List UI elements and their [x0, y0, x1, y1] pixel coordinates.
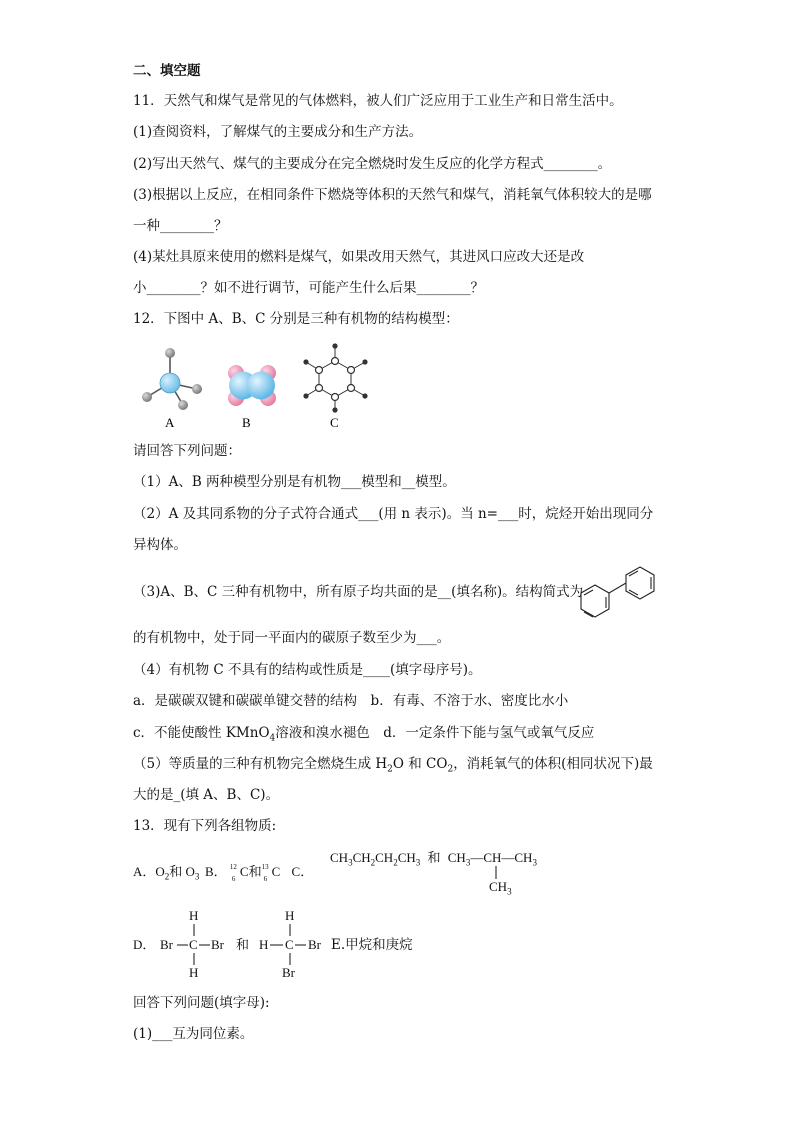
- q12-sub2-line1: （2）A 及其同系物的分子式符合通式___(用 n 表示)。当 n=___时，烷烃开始出现同分: [133, 506, 654, 522]
- q11-part1: (1)查阅资料，了解煤气的主要成分和生产方法。: [133, 124, 423, 140]
- d-struct2-br-bottom: Br: [282, 965, 295, 980]
- d-struct1-br-left: Br: [160, 937, 173, 952]
- model-c-label: C: [330, 415, 339, 430]
- bond: [177, 943, 189, 947]
- d-struct2-h-left: H: [259, 937, 269, 952]
- d-struct2-br-right: Br: [308, 937, 321, 952]
- model-b-space-filling: [222, 360, 292, 435]
- q12-sub5-line1: （5）等质量的三种有机物完全燃烧生成 $H_2O$ 和 $CO_2$，消耗氧气的体积(相同状况下)最: [133, 756, 653, 775]
- model-a-label: A: [165, 415, 175, 430]
- q13-option-d-label: D．: [133, 937, 156, 952]
- q12-stem: 12．下图中 A、B、C 分别是三种有机物的结构模型：: [133, 311, 459, 327]
- q11-part4-line1: (4)某灶具原来使用的燃料是煤气，如果改用天然气，其进风口应改大还是改: [133, 249, 585, 265]
- d-struct2-c: C: [285, 937, 294, 952]
- biphenyl-structure: [578, 560, 663, 620]
- q11-part2: (2)写出天然气、煤气的主要成分在完全燃烧时发生反应的化学方程式________。: [133, 156, 612, 172]
- d-struct1-h-top: H: [189, 908, 199, 923]
- model-a-ball-stick: [135, 345, 215, 435]
- d-and: 和: [236, 937, 250, 952]
- d-struct1-c: C: [189, 937, 198, 952]
- q13-option-e: E.甲烷和庚烷: [331, 937, 413, 953]
- q11-part3-line2: 一种________？: [133, 218, 228, 234]
- bond: [199, 943, 211, 947]
- q13-option-c-branch: $CH_3$: [489, 879, 512, 897]
- q13-option-b: B． 12 6 C和 13 6 C C．: [205, 863, 314, 883]
- q12-sub2-line2: 异构体。: [133, 537, 187, 553]
- q11-part4-line2: 小________？如不进行调节，可能产生什么后果________？: [133, 280, 484, 296]
- q13-prompt: 回答下列问题(填字母):: [133, 995, 270, 1011]
- q11-part3-line1: (3)根据以上反应，在相同条件下燃烧等体积的天然气和煤气，消耗氧气体积较大的是哪: [133, 187, 652, 203]
- bond: [270, 943, 284, 947]
- q13-part1: (1)___互为同位素。: [133, 1026, 254, 1042]
- q12-prompt: 请回答下列问题：: [133, 443, 241, 459]
- q11-stem: 11．天然气和煤气是常见的气体燃料，被人们广泛应用于工业生产和日常生活中。: [133, 93, 623, 109]
- section-title: 二、填空题: [133, 63, 201, 79]
- q13-option-a: A．$O_2$和 $O_3$: [133, 864, 200, 882]
- bond: [192, 924, 196, 937]
- q13-stem: 13．现有下列各组物质:: [133, 818, 277, 834]
- model-b-label: B: [242, 415, 251, 430]
- model-c-ball-stick: [298, 336, 378, 436]
- q12-sub4-options-ab: a．是碳碳双键和碳碳单键交替的结构 b．有毒、不溶于水、密度比水小: [133, 693, 569, 709]
- d-struct1-h-bottom: H: [189, 965, 199, 980]
- bond: [288, 924, 292, 937]
- q12-sub3-line1: （3)A、B、C 三种有机物中，所有原子均共面的是__(填名称)。结构简式为: [133, 584, 584, 600]
- d-struct2-h-top: H: [285, 908, 295, 923]
- bond: [295, 943, 307, 947]
- q12-sub3-line2: 的有机物中，处于同一平面内的碳原子数至少为___。: [133, 630, 451, 646]
- q12-sub4-options-cd: c．不能使酸性 KMnO$_4$溶液和溴水褪色 d．一定条件下能与氢气或氧气反应: [133, 725, 595, 744]
- d-struct1-br-right: Br: [211, 937, 224, 952]
- q12-sub1: （1）A、B 两种模型分别是有机物___模型和__模型。: [133, 474, 456, 490]
- q12-sub5-line2: 大的是_(填 A、B、C)。: [133, 787, 280, 803]
- q12-sub4: （4）有机物 C 不具有的结构或性质是____(填字母序号)。: [133, 662, 482, 678]
- q13-option-c-formula1: $CH_3CH_2CH_2CH_3$ 和 $CH_3—CH—CH_3$: [330, 850, 537, 868]
